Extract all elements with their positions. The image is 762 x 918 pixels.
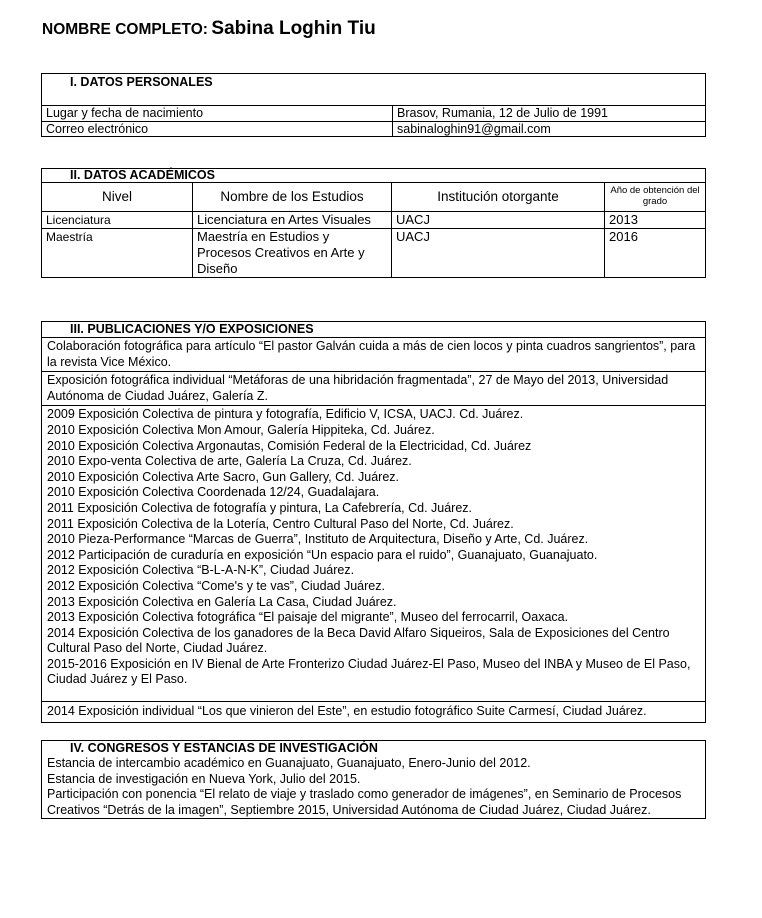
list-item: Participación con ponencia “El relato de viaje y traslado como generador de imágenes”, en Seminario de Procesos Creativos “Detrás de la imagen”, Septiembre 2015, Universidad Autónoma de Ciudad Juárez, Ciudad Juárez.	[47, 787, 682, 817]
publication-individual: Exposición fotográfica individual “Metáforas de una hibridación fragmentada”, 27 de Mayo del 2013, Universidad Autónoma de Ciudad Juárez, Galería Z.	[42, 371, 705, 405]
list-item: 2014 Exposición Colectiva de los ganadores de la Beca David Alfaro Siqueiros, Sala de Exposiciones del Centro Cultural Paso del Norte, Ciudad Juárez.	[47, 625, 670, 656]
institucion-cell: UACJ	[391, 212, 604, 228]
list-item: 2010 Exposición Colectiva Arte Sacro, Gun Gallery, Cd. Juárez.	[47, 469, 400, 484]
institucion-cell: UACJ	[391, 229, 604, 277]
birth-label: Lugar y fecha de nacimiento	[46, 106, 204, 120]
list-item: 2012 Exposición Colectiva “B-L-A-N-K”, Ciudad Juárez.	[47, 563, 355, 578]
table-row	[42, 105, 705, 121]
nivel-cell: Maestría	[46, 230, 93, 244]
anio-cell: 2013	[604, 212, 705, 228]
col-anio: Año de obtención del grado	[604, 183, 705, 211]
col-nivel: Nivel	[101, 189, 132, 204]
list-item: Estancia de intercambio académico en Guanajuato, Guanajuato, Enero-Junio del 2012.	[47, 756, 531, 770]
list-item: 2015-2016 Exposición en IV Bienal de Arte Fronterizo Ciudad Juárez-El Paso, Museo del INBA y Museo de El Paso, Ciudad Juárez y El Paso.	[47, 656, 691, 687]
list-item: 2013 Exposición Colectiva en Galería La Casa, Ciudad Juárez.	[47, 594, 397, 609]
section-academic	[41, 168, 706, 278]
exhibition-list	[42, 405, 705, 701]
publication-last: 2014 Exposición individual “Los que vinieron del Este”, en estudio fotográfico Suite Carmesí, Ciudad Juárez.	[42, 701, 705, 722]
birth-value: Brasov, Rumania, 12 de Julio de 1991	[392, 106, 705, 121]
list-item: Estancia de investigación en Nueva York, Julio del 2015.	[47, 771, 361, 786]
section-publications	[41, 321, 706, 723]
list-item: 2010 Exposición Colectiva Coordenada 12/24, Guadalajara.	[47, 485, 380, 500]
section-congresos-title: IV. CONGRESOS Y ESTANCIAS DE INVESTIGACIÓN	[70, 741, 378, 755]
table-row	[42, 211, 705, 228]
list-item: 2012 Exposición Colectiva “Come's y te vas”, Ciudad Juárez.	[47, 578, 385, 593]
estudios-cell: Licenciatura en Artes Visuales	[192, 212, 391, 228]
list-item: 2013 Exposición Colectiva fotográfica “El paisaje del migrante”, Museo del ferrocarril, Oaxaca.	[47, 610, 569, 625]
list-item: 2010 Exposición Colectiva Mon Amour, Galería Hippiteka, Cd. Juárez.	[47, 422, 435, 437]
list-item: 2011 Exposición Colectiva de fotografía y pintura, La Cafebrería, Cd. Juárez.	[47, 500, 473, 515]
publication-vice: Colaboración fotográfica para artículo “El pastor Galván cuida a más de cien locos y pinta cuadros sangrientos”, para la revista Vice México.	[42, 337, 705, 371]
email-value: sabinaloghin91@gmail.com	[392, 122, 705, 137]
col-estudios: Nombre de los Estudios	[192, 183, 391, 211]
table-row	[42, 121, 705, 137]
section-academic-title: II. DATOS ACADÉMICOS	[70, 168, 215, 182]
section-publications-title: III. PUBLICACIONES Y/O EXPOSICIONES	[70, 322, 314, 336]
list-item: 2012 Participación de curaduría en exposición “Un espacio para el ruido”, Guanajuato, Guanajuato.	[47, 547, 598, 562]
section-personal-title: I. DATOS PERSONALES	[70, 75, 213, 89]
list-item: 2011 Exposición Colectiva de la Lotería, Centro Cultural Paso del Norte, Cd. Juárez.	[47, 516, 514, 531]
section-personal	[41, 73, 706, 137]
table-row	[42, 228, 705, 277]
email-label: Correo electrónico	[46, 121, 149, 136]
nivel-cell: Licenciatura	[46, 213, 111, 227]
estudios-cell: Maestría en Estudios y Procesos Creativos en Arte y Diseño	[192, 229, 391, 277]
list-item: 2010 Expo-venta Colectiva de arte, Galería La Cruza, Cd. Juárez.	[47, 454, 412, 469]
page-title	[42, 18, 376, 40]
anio-cell: 2016	[604, 229, 705, 277]
congresos-list	[42, 756, 705, 819]
academic-header-row	[42, 182, 705, 211]
list-item: 2009 Exposición Colectiva de pintura y fotografía, Edificio V, ICSA, UACJ. Cd. Juárez.	[47, 407, 524, 422]
list-item: 2010 Exposición Colectiva Argonautas, Comisión Federal de la Electricidad, Cd. Juárez	[47, 438, 532, 453]
col-institucion: Institución otorgante	[391, 183, 604, 211]
section-congresos	[41, 740, 706, 819]
full-name: Sabina Loghin Tiu	[211, 18, 376, 39]
list-item: 2010 Pieza-Performance “Marcas de Guerra”, Instituto de Arquitectura, Diseño y Arte, Cd. Juárez.	[47, 532, 589, 547]
name-label: NOMBRE COMPLETO:	[42, 21, 208, 38]
